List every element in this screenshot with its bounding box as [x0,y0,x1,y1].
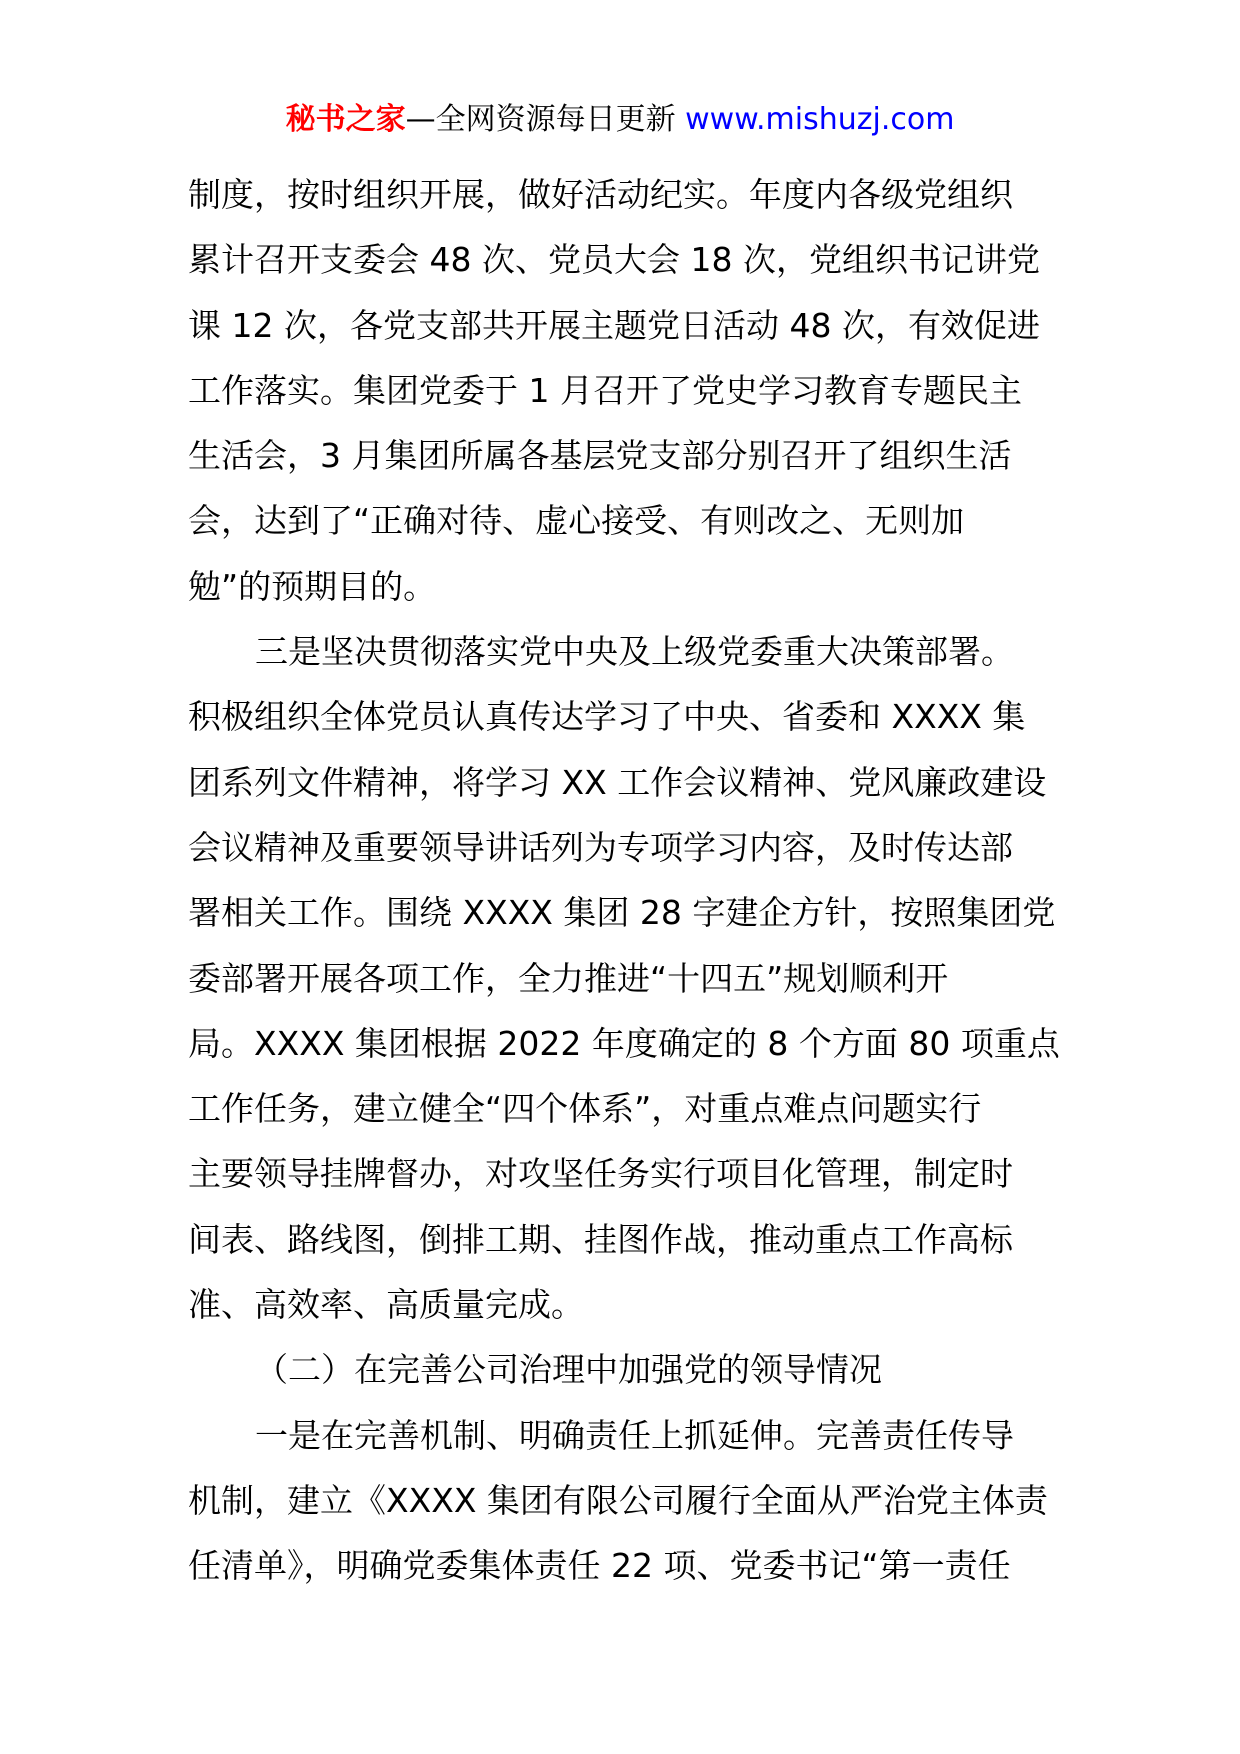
paragraph-start-line: 一是在完善机制、明确责任上抓延伸。完善责任传导 [255,1415,1014,1455]
site-url[interactable]: www.mishuzj.com [685,102,955,137]
text-line: 机制，建立《XXXX 集团有限公司履行全面从严治党主体责 [188,1480,1048,1520]
text-line: 工作任务，建立健全“四个体系”，对重点难点问题实行 [188,1089,982,1129]
text-line: 准、高效率、高质量完成。 [188,1285,584,1325]
document-body [188,162,1064,1599]
text-line: 团系列文件精神，将学习 XX 工作会议精神、党风廉政建设 [188,762,1047,802]
text-line: 任清单》，明确党委集体责任 22 项、党委书记“第一责任 [188,1546,1011,1586]
text-line: 会，达到了“正确对待、虚心接受、有则改之、无则加 [188,501,965,541]
text-line: 委部署开展各项工作，全力推进“十四五”规划顺利开 [188,958,949,998]
text-line: 间表、路线图，倒排工期、挂图作战，推动重点工作高标 [188,1219,1013,1259]
text-line: 署相关工作。围绕 XXXX 集团 28 字建企方针，按照集团党 [188,893,1056,933]
text-line: 局。XXXX 集团根据 2022 年度确定的 8 个方面 80 项重点 [188,1023,1060,1063]
text-line: 积极组织全体党员认真传达学习了中央、省委和 XXXX 集 [188,697,1026,737]
header-tagline: —全网资源每日更新 [405,102,676,137]
text-line: 累计召开支委会 48 次、党员大会 18 次，党组织书记讲党 [188,240,1040,280]
text-line: 制度，按时组织开展，做好活动纪实。年度内各级党组织 [188,175,1013,214]
text-line: 工作落实。集团党委于 1 月召开了党史学习教育专题民主 [188,370,1022,410]
paragraph-start-line: 三是坚决贯彻落实党中央及上级党委重大决策部署。 [255,632,1014,672]
text-line: 勉”的预期目的。 [188,566,437,606]
watermark-header [0,100,1240,140]
text-line: 生活会，3 月集团所属各基层党支部分别召开了组织生活 [188,436,1012,476]
text-line: 主要领导挂牌督办，对攻坚任务实行项目化管理，制定时 [188,1154,1013,1194]
section-heading: （二）在完善公司治理中加强党的领导情况 [255,1350,882,1390]
text-line: 课 12 次，各党支部共开展主题党日活动 48 次，有效促进 [188,305,1040,345]
text-line: 会议精神及重要领导讲话列为专项学习内容，及时传达部 [188,827,1013,867]
brand-name: 秘书之家 [285,102,406,137]
